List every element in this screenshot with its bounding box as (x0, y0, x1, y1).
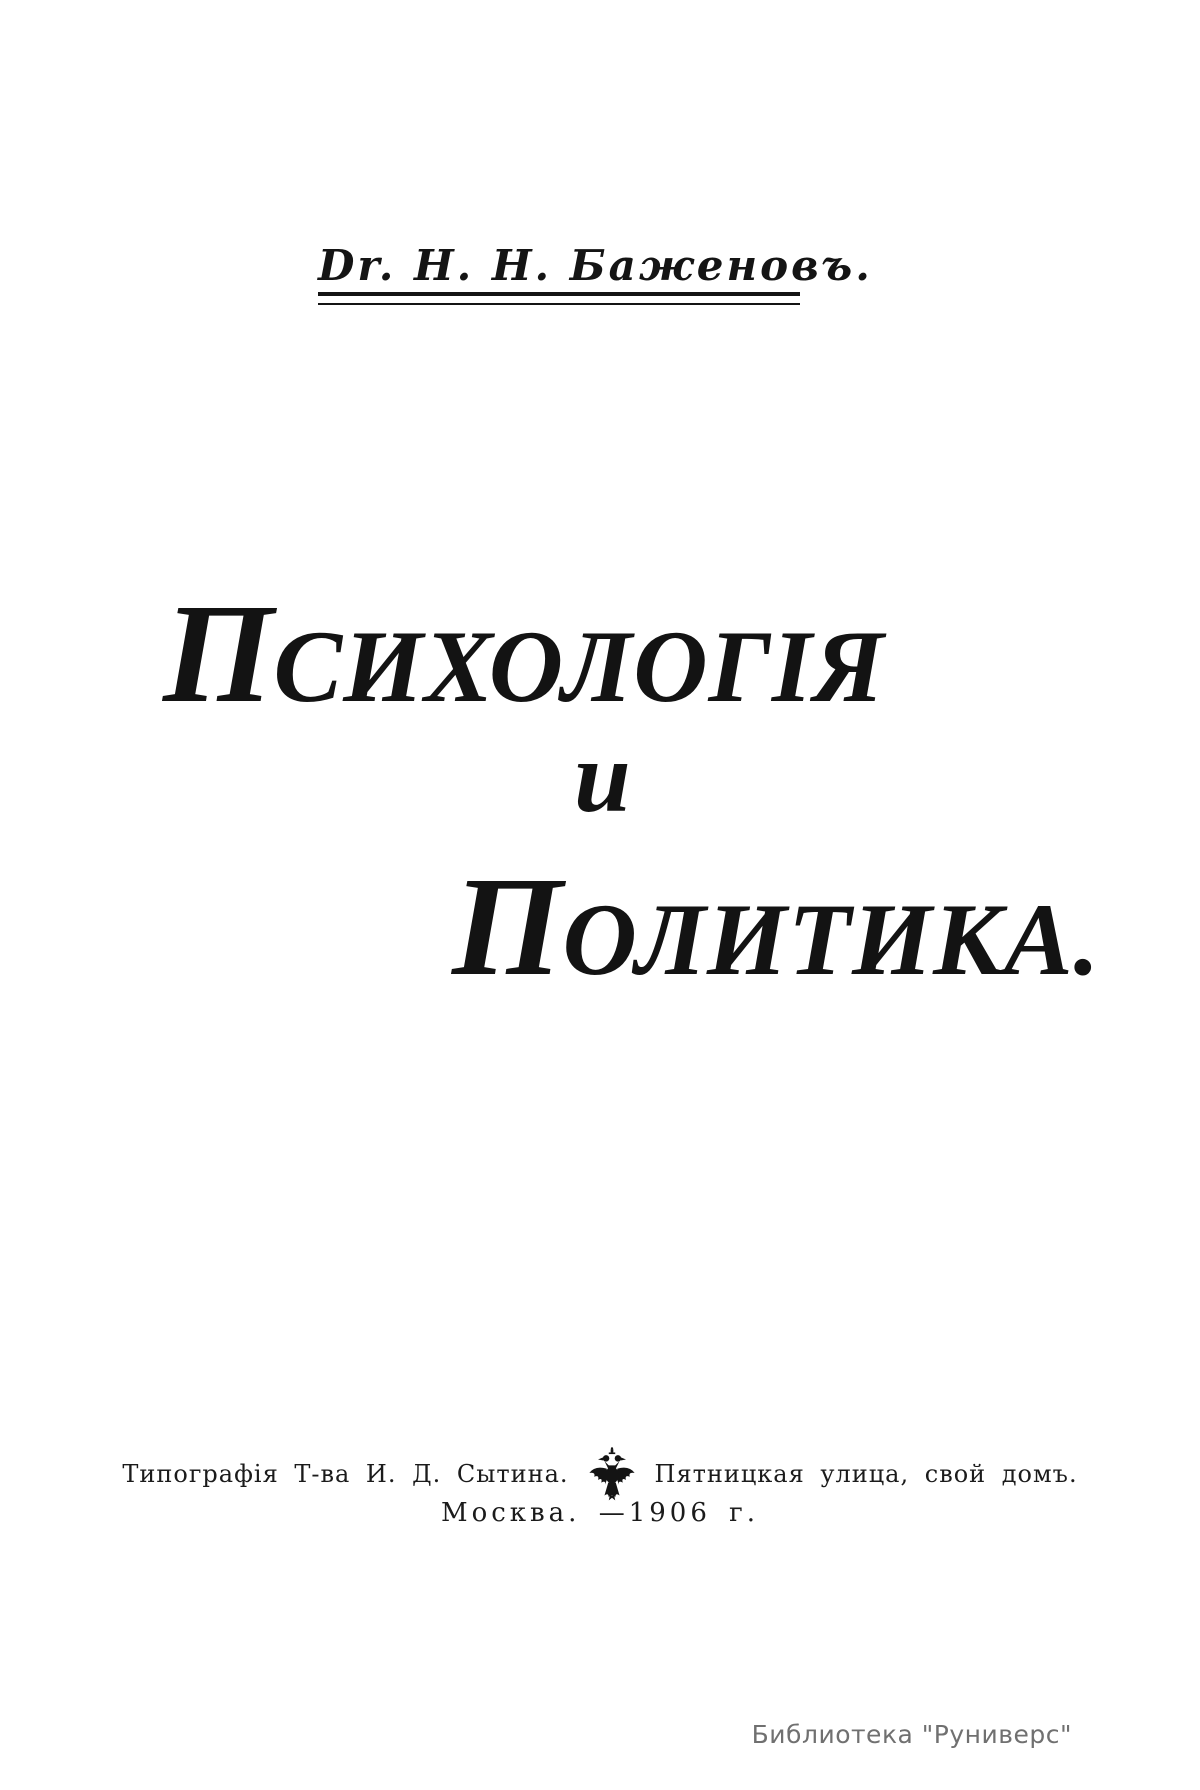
imperial-double-headed-eagle-icon (585, 1446, 639, 1502)
imprint-city-year: Москва. —1906 г. (440, 1498, 760, 1528)
title-word1-initial: П (163, 574, 274, 732)
author-block (318, 241, 873, 305)
title-word1-rest: СИХОЛОГІЯ (273, 610, 885, 724)
author-name: Dr. Н. Н. Баженовъ. (318, 241, 873, 290)
title-word-psychology (163, 574, 885, 732)
imprint-printer: Типографія Т-ва И. Д. Сытина. (122, 1459, 569, 1488)
title-word-politics (452, 847, 1101, 1005)
imprint-address: Пятницкая улица, свой домъ. (654, 1459, 1078, 1488)
library-watermark: Библиотека "Руниверс" (751, 1720, 1072, 1749)
imprint-line (0, 1446, 1200, 1502)
title-conjunction: и (574, 721, 631, 834)
author-underline-rule (318, 292, 800, 305)
title-word2-initial: П (452, 847, 563, 1005)
title-word2-rest: ОЛИТИКА. (562, 883, 1101, 997)
